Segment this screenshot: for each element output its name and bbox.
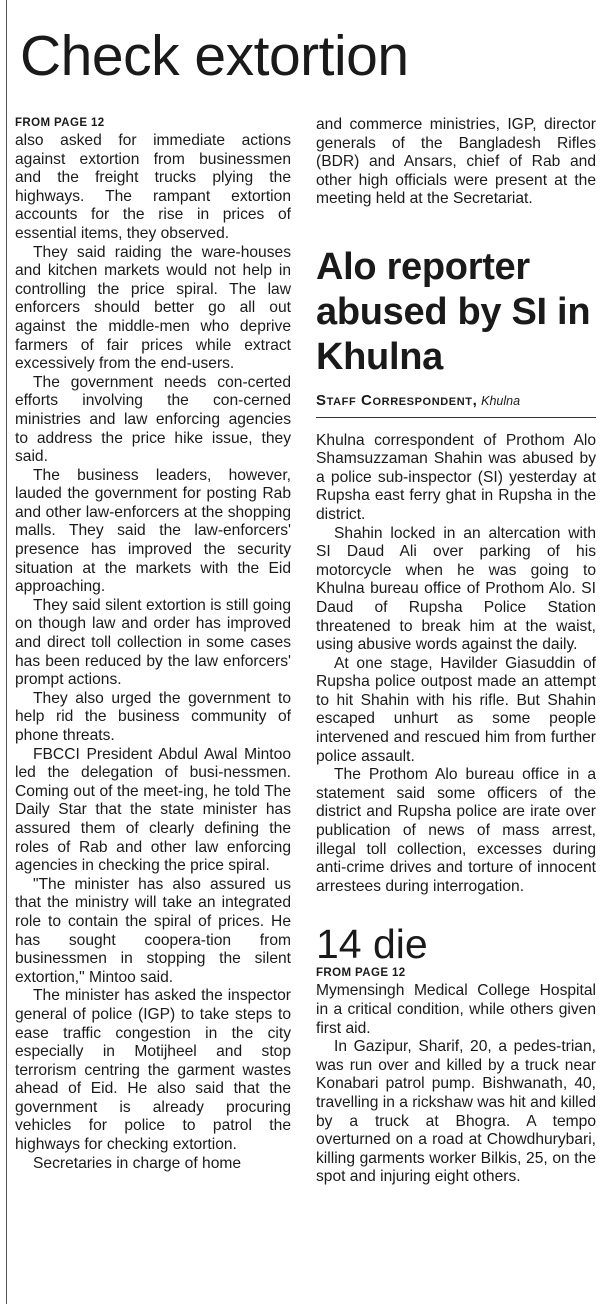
left-column xyxy=(15,116,291,1304)
article-paragraph: also asked for immediate actions against extortion from businessmen and the freight trucks plying the highways. The rampant extortion accounts for the rise in prices of essential items, they observed. xyxy=(15,132,291,242)
byline-name: Staff Correspondent, xyxy=(316,391,478,409)
column-rule xyxy=(6,0,7,1304)
continuation-kicker: FROM PAGE 12 xyxy=(15,117,105,129)
article-paragraph: Mymensingh Medical College Hospital in a critical condition, while others given first aid. xyxy=(316,982,596,1037)
article-paragraph: They also urged the government to help rid the business community of phone threats. xyxy=(15,689,291,744)
continuation-kicker: FROM PAGE 12 xyxy=(316,967,406,980)
article-paragraph: FBCCI President Abdul Awal Mintoo led the delegation of busi-nessmen. Coming out of the meet-ing, he told The Daily Star that the state minister has assured them of clearly defining the roles of Rab and other law enforcing agencies in checking the price spiral. xyxy=(15,745,291,875)
main-headline: Check extortion xyxy=(20,24,409,88)
story-headline-14-die: 14 die xyxy=(316,921,428,968)
byline-place: Khulna xyxy=(481,393,521,408)
article-paragraph: The Prothom Alo bureau office in a statement said some officers of the district and Rupsha police are irate over publication of news of mass arrest, illegal toll collection, excesses during anti-crime drives and torture of innocent arrestees during interrogation. xyxy=(316,766,596,895)
article-paragraph: The business leaders, however, lauded the government for posting Rab and other law-enforcers at the shopping malls. They said the law-enforcers' presence has improved the security situation at the markets with the Eid approaching. xyxy=(15,466,291,596)
article-paragraph: At one stage, Havilder Giasuddin of Rupsha police outpost made an attempt to hit Shahin with his rifle. But Shahin escaped unhurt as some people intervened and rescued him from further police assault. xyxy=(316,654,596,765)
continuation-paragraph: and commerce ministries, IGP, director generals of the Bangladesh Rifles (BDR) and Ansars, chief of Rab and other high officials were present at the meeting held at the Secretariat. xyxy=(316,116,596,208)
story-headline-alo-reporter: Alo reporter abused by SI in Khulna xyxy=(316,245,591,378)
article-paragraph: "The minister has also assured us that the ministry will take an integrated role to contain the spiral of prices. He has sought coopera-tion from businessmen in stopping the silent extortion," Mintoo said. xyxy=(15,875,291,986)
article-paragraph: They said raiding the ware-houses and kitchen markets would not help in controlling the price spiral. The law enforcers should better go all out against the middle-men who deprive farmers of fair prices while extract excessively from the end-users. xyxy=(15,243,291,373)
article-paragraph: Secretaries in charge of home xyxy=(33,1154,242,1172)
article-paragraph: In Gazipur, Sharif, 20, a pedes-trian, was run over and killed by a truck near Konabari patrol pump. Bishwanath, 40, travelling in a rickshaw was hit and killed by a truck at Bhogra. A tempo overturned on a road at Chowdhurybari, killing garments worker Bilkis, 25, on the spot and injuring eight others. xyxy=(316,1038,596,1186)
article-paragraph: The minister has asked the inspector general of police (IGP) to take steps to ease traffic congestion in the city especially in Motijheel and stop terrorism centring the garment wastes ahead of Eid. He also said that the government is already procuring vehicles for police to patrol the highways for checking extortion. xyxy=(15,987,291,1154)
article-paragraph: Shahin locked in an altercation with SI Daud Ali over parking of his motorcycle when he was going to Khulna bureau office of Prothom Alo. SI Daud of Rupsha Police Station threatened to break him at the waist, using abusive words against the daily. xyxy=(316,524,596,654)
byline xyxy=(316,392,596,418)
right-column xyxy=(316,116,596,1304)
article-paragraph: They said silent extortion is still going on though law and order has improved and direct toll collection in some cases has been reduced by the law enforcers' prompt actions. xyxy=(15,596,291,689)
article-paragraph: Khulna correspondent of Prothom Alo Shamsuzzaman Shahin was abused by a police sub-inspector (SI) yesterday at Rupsha east ferry ghat in Rupsha in the district. xyxy=(316,431,596,523)
article-paragraph: The government needs con-certed efforts involving the con-cerned ministries and law enforcing agencies to address the price hike issue, they said. xyxy=(15,373,291,466)
